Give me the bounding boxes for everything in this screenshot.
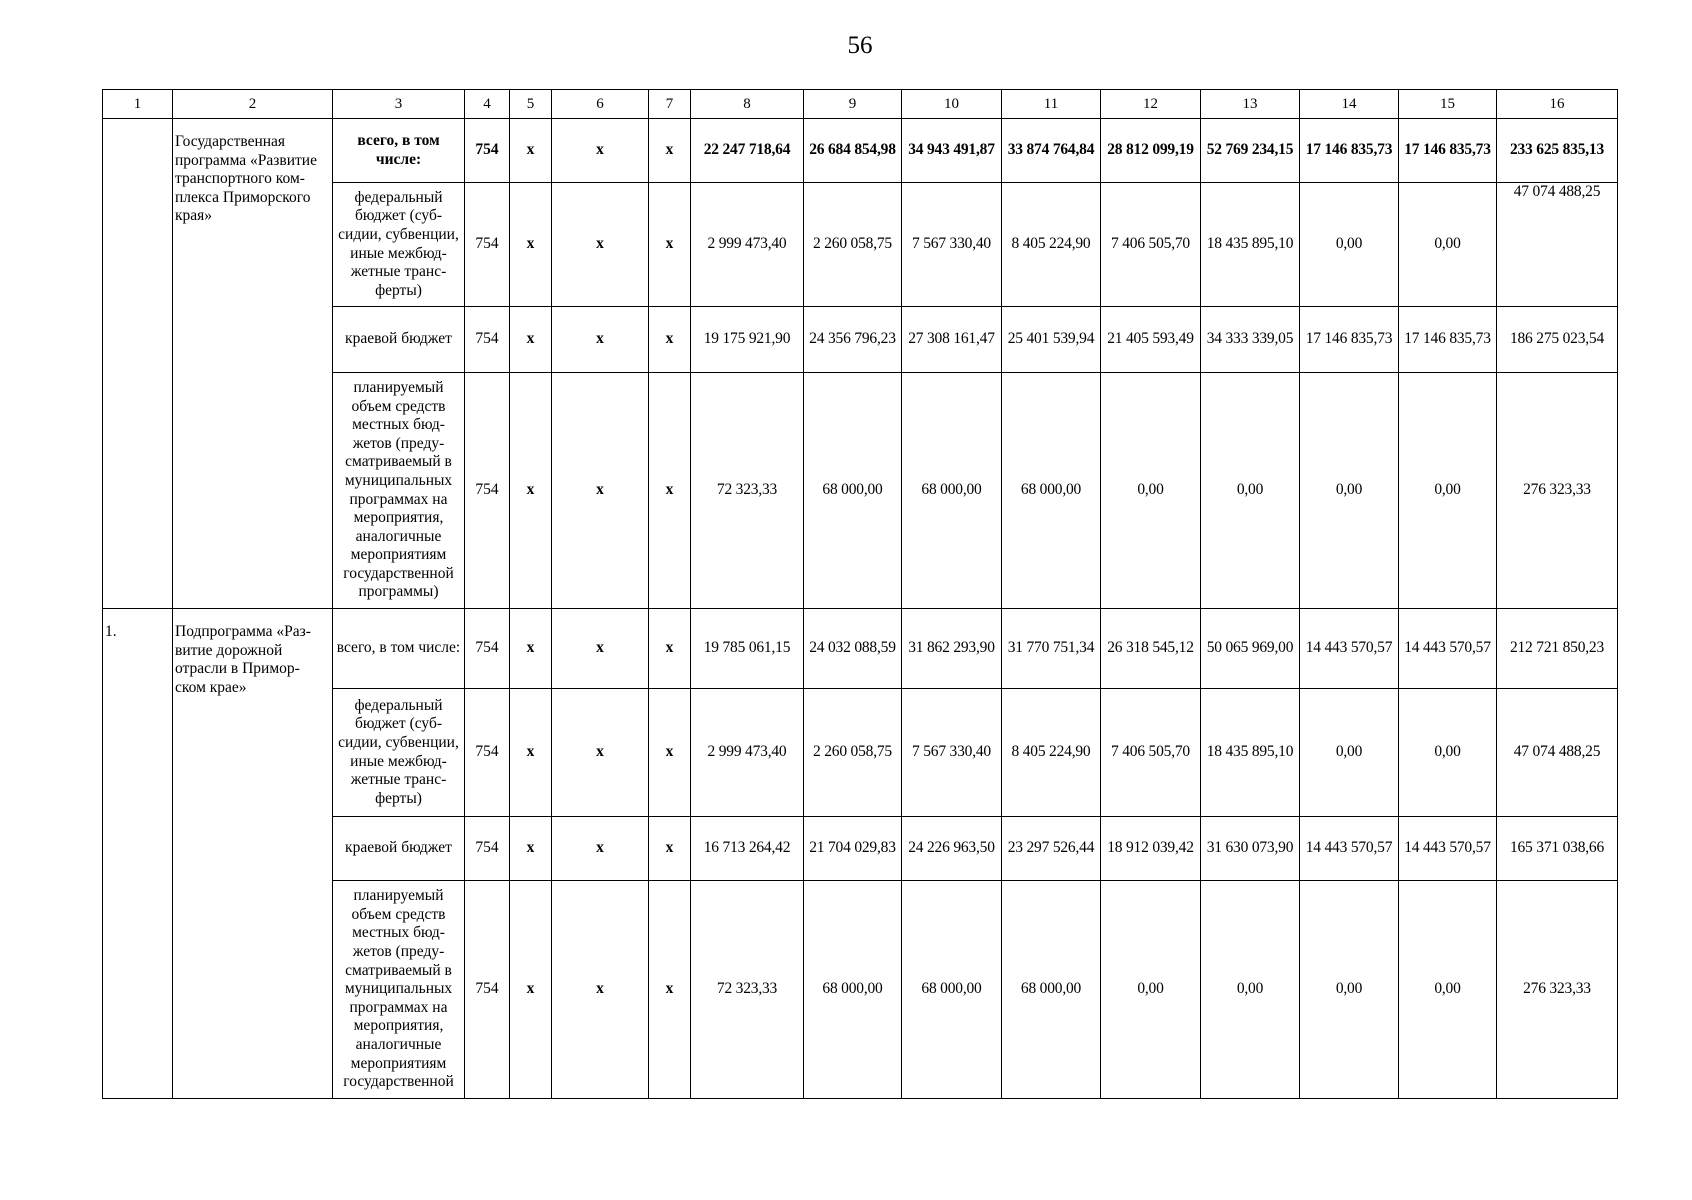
value-cell: 47 074 488,25 xyxy=(1497,183,1618,307)
value-cell: 68 000,00 xyxy=(1002,881,1101,1099)
value-cell: 0,00 xyxy=(1101,881,1201,1099)
value-cell: 2 999 473,40 xyxy=(691,689,804,817)
value-cell: 0,00 xyxy=(1399,373,1497,609)
value-cell: 68 000,00 xyxy=(902,373,1002,609)
value-cell: 19 175 921,90 xyxy=(691,307,804,373)
value-cell: 233 625 835,13 xyxy=(1497,119,1618,183)
value-cell: 25 401 539,94 xyxy=(1002,307,1101,373)
header-row xyxy=(103,90,1618,119)
cell-x: x xyxy=(552,689,649,817)
cell-x: x xyxy=(649,881,691,1099)
value-cell: 33 874 764,84 xyxy=(1002,119,1101,183)
page-number: 56 xyxy=(847,32,873,59)
cell-x: x xyxy=(552,817,649,881)
value-cell: 68 000,00 xyxy=(902,881,1002,1099)
column-header: 2 xyxy=(173,90,333,119)
row-number: 1. xyxy=(103,609,173,1099)
row-number xyxy=(103,119,173,609)
value-cell: 47 074 488,25 xyxy=(1497,689,1618,817)
value-cell: 26 318 545,12 xyxy=(1101,609,1201,689)
value-cell: 0,00 xyxy=(1300,373,1399,609)
value-cell: 28 812 099,19 xyxy=(1101,119,1201,183)
value-cell: 72 323,33 xyxy=(691,373,804,609)
value-cell: 186 275 023,54 xyxy=(1497,307,1618,373)
cell-x: x xyxy=(510,183,552,307)
column-header: 9 xyxy=(804,90,902,119)
cell-x: x xyxy=(552,307,649,373)
value-cell: 0,00 xyxy=(1300,183,1399,307)
value-cell: 34 943 491,87 xyxy=(902,119,1002,183)
value-cell: 0,00 xyxy=(1399,689,1497,817)
column-header: 1 xyxy=(103,90,173,119)
value-cell: 0,00 xyxy=(1201,373,1300,609)
value-cell: 68 000,00 xyxy=(804,373,902,609)
value-cell: 7 406 505,70 xyxy=(1101,689,1201,817)
value-cell: 31 862 293,90 xyxy=(902,609,1002,689)
column-header: 10 xyxy=(902,90,1002,119)
cell-x: x xyxy=(552,183,649,307)
column-header: 16 xyxy=(1497,90,1618,119)
cell-x: x xyxy=(510,609,552,689)
value-cell: 2 260 058,75 xyxy=(804,183,902,307)
cell-x: x xyxy=(552,373,649,609)
value-cell: 8 405 224,90 xyxy=(1002,183,1101,307)
column-header: 3 xyxy=(333,90,465,119)
value-cell: 8 405 224,90 xyxy=(1002,689,1101,817)
value-cell: 0,00 xyxy=(1399,183,1497,307)
cell-code: 754 xyxy=(465,119,510,183)
value-cell: 24 226 963,50 xyxy=(902,817,1002,881)
cell-x: x xyxy=(510,119,552,183)
value-cell: 17 146 835,73 xyxy=(1399,307,1497,373)
value-cell: 31 770 751,34 xyxy=(1002,609,1101,689)
funding-source: федеральный бюджет (суб-сидии, субвенции, иные межбюд-жетные транс-ферты) xyxy=(333,183,465,307)
cell-x: x xyxy=(510,817,552,881)
column-header: 8 xyxy=(691,90,804,119)
value-cell: 17 146 835,73 xyxy=(1399,119,1497,183)
cell-x: x xyxy=(510,373,552,609)
column-header: 6 xyxy=(552,90,649,119)
cell-x: x xyxy=(649,183,691,307)
value-cell: 0,00 xyxy=(1201,881,1300,1099)
value-cell: 52 769 234,15 xyxy=(1201,119,1300,183)
cell-x: x xyxy=(510,881,552,1099)
cell-x: x xyxy=(510,689,552,817)
value-cell: 27 308 161,47 xyxy=(902,307,1002,373)
value-cell: 14 443 570,57 xyxy=(1300,817,1399,881)
value-cell: 72 323,33 xyxy=(691,881,804,1099)
program-name: Подпрограмма «Раз-витие дорожной отрасли в Примор-ском крае» xyxy=(173,609,333,1099)
value-cell: 276 323,33 xyxy=(1497,881,1618,1099)
value-cell: 14 443 570,57 xyxy=(1399,817,1497,881)
value-cell: 14 443 570,57 xyxy=(1399,609,1497,689)
value-cell: 276 323,33 xyxy=(1497,373,1618,609)
cell-x: x xyxy=(649,119,691,183)
value-cell: 34 333 339,05 xyxy=(1201,307,1300,373)
funding-source: краевой бюджет xyxy=(333,817,465,881)
cell-x: x xyxy=(510,307,552,373)
cell-x: x xyxy=(649,689,691,817)
value-cell: 17 146 835,73 xyxy=(1300,307,1399,373)
column-header: 12 xyxy=(1101,90,1201,119)
column-header: 14 xyxy=(1300,90,1399,119)
value-cell: 24 032 088,59 xyxy=(804,609,902,689)
funding-source: планируемый объем средств местных бюд-жетов (преду-сматриваемый в муниципальных программах на мероприятия, аналогичные мероприятиям государственной xyxy=(333,881,465,1099)
value-cell: 31 630 073,90 xyxy=(1201,817,1300,881)
value-cell: 7 567 330,40 xyxy=(902,183,1002,307)
value-cell: 22 247 718,64 xyxy=(691,119,804,183)
value-cell: 0,00 xyxy=(1300,881,1399,1099)
cell-code: 754 xyxy=(465,183,510,307)
value-cell: 26 684 854,98 xyxy=(804,119,902,183)
value-cell: 18 912 039,42 xyxy=(1101,817,1201,881)
value-cell: 17 146 835,73 xyxy=(1300,119,1399,183)
funding-source: планируемый объем средств местных бюд-жетов (преду-сматриваемый в муниципальных программах на мероприятия, аналогичные мероприятиям государственной программы) xyxy=(333,373,465,609)
value-cell: 21 405 593,49 xyxy=(1101,307,1201,373)
value-cell: 50 065 969,00 xyxy=(1201,609,1300,689)
value-cell: 212 721 850,23 xyxy=(1497,609,1618,689)
value-cell: 2 999 473,40 xyxy=(691,183,804,307)
value-cell: 7 567 330,40 xyxy=(902,689,1002,817)
cell-x: x xyxy=(649,817,691,881)
column-header: 11 xyxy=(1002,90,1101,119)
program-name: Государственная программа «Развитие транспортного ком-плекса Приморского края» xyxy=(173,119,333,609)
value-cell: 21 704 029,83 xyxy=(804,817,902,881)
cell-x: x xyxy=(649,609,691,689)
cell-code: 754 xyxy=(465,689,510,817)
value-cell: 24 356 796,23 xyxy=(804,307,902,373)
value-cell: 18 435 895,10 xyxy=(1201,183,1300,307)
value-cell: 68 000,00 xyxy=(804,881,902,1099)
cell-code: 754 xyxy=(465,609,510,689)
cell-x: x xyxy=(649,307,691,373)
value-cell: 23 297 526,44 xyxy=(1002,817,1101,881)
cell-code: 754 xyxy=(465,373,510,609)
table-row xyxy=(103,119,1618,183)
cell-x: x xyxy=(552,609,649,689)
value-cell: 0,00 xyxy=(1101,373,1201,609)
value-cell: 68 000,00 xyxy=(1002,373,1101,609)
funding-source: всего, в том числе: xyxy=(333,119,465,183)
value-cell: 0,00 xyxy=(1300,689,1399,817)
cell-x: x xyxy=(552,881,649,1099)
cell-code: 754 xyxy=(465,881,510,1099)
value-cell: 16 713 264,42 xyxy=(691,817,804,881)
column-header: 13 xyxy=(1201,90,1300,119)
table-row xyxy=(103,609,1618,689)
column-header: 4 xyxy=(465,90,510,119)
cell-x: x xyxy=(552,119,649,183)
value-cell: 19 785 061,15 xyxy=(691,609,804,689)
value-cell: 2 260 058,75 xyxy=(804,689,902,817)
cell-code: 754 xyxy=(465,817,510,881)
funding-source: всего, в том числе: xyxy=(333,609,465,689)
funding-source: краевой бюджет xyxy=(333,307,465,373)
column-header: 15 xyxy=(1399,90,1497,119)
cell-x: x xyxy=(649,373,691,609)
cell-code: 754 xyxy=(465,307,510,373)
value-cell: 14 443 570,57 xyxy=(1300,609,1399,689)
value-cell: 0,00 xyxy=(1399,881,1497,1099)
column-header: 5 xyxy=(510,90,552,119)
value-cell: 7 406 505,70 xyxy=(1101,183,1201,307)
column-header: 7 xyxy=(649,90,691,119)
budget-table xyxy=(102,89,1618,1099)
funding-source: федеральный бюджет (суб-сидии, субвенции, иные межбюд-жетные транс-ферты) xyxy=(333,689,465,817)
value-cell: 165 371 038,66 xyxy=(1497,817,1618,881)
value-cell: 18 435 895,10 xyxy=(1201,689,1300,817)
